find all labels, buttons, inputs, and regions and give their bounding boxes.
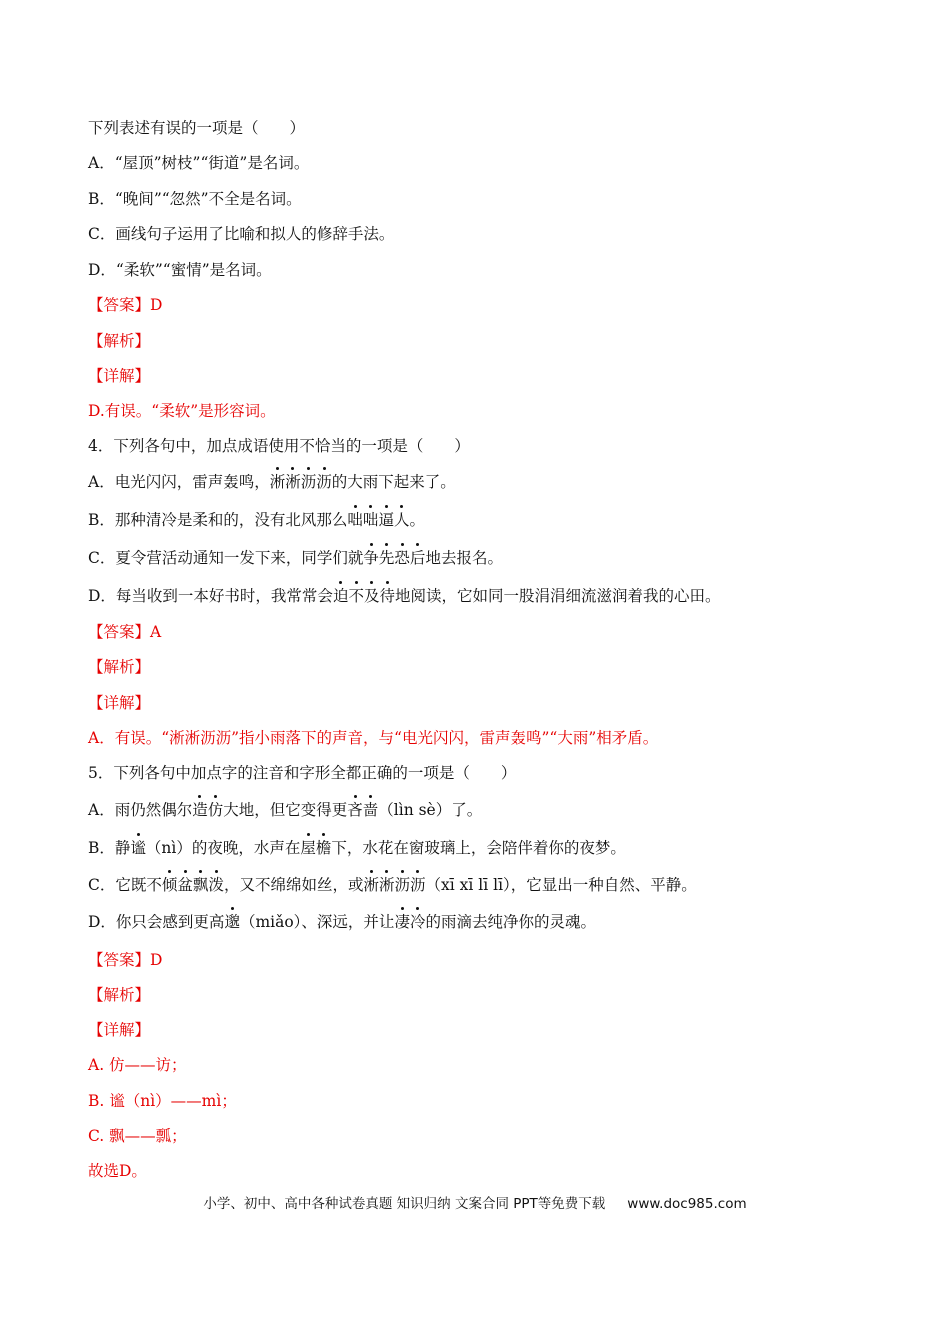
q5-answer: 【答案】D bbox=[88, 951, 163, 969]
q4-option-a-post: 的大雨下起来了。 bbox=[331, 473, 456, 491]
q3-answer: 【答案】D bbox=[88, 296, 163, 314]
q4-option-c-post: 地去报名。 bbox=[425, 549, 503, 567]
q5-option-c-part2: ，又不绵绵如丝，或 bbox=[223, 876, 364, 894]
dotted-char: 淅 bbox=[285, 473, 301, 491]
dotted-char: 邈 bbox=[224, 913, 240, 931]
dotted-char: 冷 bbox=[409, 913, 426, 931]
dotted-char: 屋 bbox=[300, 839, 316, 857]
q5-explanation-a: A. 仿——访； bbox=[88, 1056, 187, 1074]
q4-option-a-pre: A．电光闪闪，雷声轰鸣， bbox=[88, 473, 270, 491]
dotted-char: 飘 bbox=[192, 876, 209, 894]
q4-detail-heading: 【详解】 bbox=[88, 694, 151, 712]
q5-option-c bbox=[88, 875, 697, 895]
dotted-char: 迫 bbox=[332, 587, 349, 605]
q5-detail-heading: 【详解】 bbox=[88, 1021, 151, 1039]
dotted-char: 谧 bbox=[130, 839, 146, 857]
dotted-char: 仿 bbox=[207, 801, 224, 819]
dotted-char: 后 bbox=[409, 549, 426, 567]
dotted-char: 恐 bbox=[394, 549, 410, 567]
dotted-char: 咄 bbox=[347, 511, 363, 529]
q4-option-b bbox=[88, 510, 425, 530]
q3-explanation: D.有误。“柔软”是形容词。 bbox=[88, 402, 276, 420]
q3-option-c: C．画线句子运用了比喻和拟人的修辞手法。 bbox=[88, 225, 395, 243]
q4-option-d-post: 地阅读，它如同一股涓涓细流滋润着我的心田。 bbox=[395, 587, 721, 605]
dotted-char: 淅 bbox=[363, 876, 379, 894]
dotted-char: 待 bbox=[379, 587, 395, 605]
footer-site-link[interactable]: www.doc985.com bbox=[627, 1196, 747, 1212]
q4-option-b-post: 。 bbox=[409, 511, 425, 529]
q5-conclusion: 故选D。 bbox=[88, 1162, 147, 1180]
q5-option-d-part3: 的雨滴去纯净你的灵魂。 bbox=[425, 913, 596, 931]
q4-answer: 【答案】A bbox=[88, 623, 162, 641]
dotted-char: 吝 bbox=[347, 801, 363, 819]
q3-option-b: B．“晚间”“忽然”不全是名词。 bbox=[88, 190, 302, 208]
q3-option-d: D．“柔软”“蜜情”是名词。 bbox=[88, 261, 272, 279]
q4-explanation: A．有误。“淅淅沥沥”指小雨落下的声音，与“电光闪闪，雷声轰鸣”“大雨”相矛盾。 bbox=[88, 729, 659, 747]
q5-option-c-part1: C．它既不 bbox=[88, 876, 162, 894]
dotted-char: 沥 bbox=[300, 473, 317, 491]
dotted-char: 泼 bbox=[208, 876, 224, 894]
dotted-char: 啬 bbox=[362, 801, 379, 819]
q5-option-a-part3: （lìn sè）了。 bbox=[378, 801, 483, 819]
q5-option-d-part1: D．你只会感到更高 bbox=[88, 913, 225, 931]
page-footer bbox=[0, 1192, 950, 1212]
dotted-char: 人 bbox=[393, 511, 410, 529]
q5-option-b-part1: B．静 bbox=[88, 839, 131, 857]
q5-option-d-part2: （miǎo）、深远，并让 bbox=[239, 913, 395, 931]
q5-explanation-c: C. 飘——瓢； bbox=[88, 1127, 187, 1145]
q3-detail-heading: 【详解】 bbox=[88, 367, 151, 385]
dotted-char: 檐 bbox=[315, 839, 332, 857]
dotted-char: 淅 bbox=[378, 876, 395, 894]
dotted-char: 造 bbox=[192, 801, 208, 819]
dotted-char: 争 bbox=[363, 549, 379, 567]
q4-analysis-heading: 【解析】 bbox=[88, 658, 151, 676]
dotted-char: 沥 bbox=[316, 473, 332, 491]
q5-option-b-part3: 下，水花在窗玻璃上，会陪伴着你的夜梦。 bbox=[331, 839, 626, 857]
q4-stem: 4．下列各句中，加点成语使用不恰当的一项是（ ） bbox=[88, 437, 470, 455]
q4-option-c-pre: C．夏令营活动通知一发下来，同学们就 bbox=[88, 549, 364, 567]
q4-option-d-pre: D．每当收到一本好书时，我常常会 bbox=[88, 587, 333, 605]
q5-option-d bbox=[88, 912, 596, 932]
q3-stem: 下列表述有误的一项是（ ） bbox=[88, 119, 306, 137]
q5-option-b bbox=[88, 838, 626, 858]
dotted-char: 淅 bbox=[269, 473, 286, 491]
dotted-char: 凄 bbox=[394, 913, 410, 931]
q5-explanation-b: B. 谧（nì）——mì； bbox=[88, 1092, 237, 1110]
q5-analysis-heading: 【解析】 bbox=[88, 986, 151, 1004]
q5-option-a-part2: 大地，但它变得更 bbox=[223, 801, 348, 819]
q4-option-b-pre: B．那种清冷是柔和的，没有北风那么 bbox=[88, 511, 348, 529]
q5-option-b-part2: （nì）的夜晚，水声在 bbox=[145, 839, 301, 857]
q4-option-a bbox=[88, 472, 456, 492]
dotted-char: 沥 bbox=[410, 876, 426, 894]
footer-text: 小学、初中、高中各种试卷真题 知识归纳 文案合同 PPT等免费下载 bbox=[203, 1196, 606, 1212]
q5-stem: 5．下列各句中加点字的注音和字形全都正确的一项是（ ） bbox=[88, 764, 517, 782]
dotted-char: 先 bbox=[378, 549, 395, 567]
q3-analysis-heading: 【解析】 bbox=[88, 332, 151, 350]
q5-option-a bbox=[88, 800, 482, 820]
dotted-char: 逼 bbox=[378, 511, 394, 529]
q4-option-c bbox=[88, 548, 503, 568]
dotted-char: 沥 bbox=[394, 876, 410, 894]
dotted-char: 倾 bbox=[161, 876, 178, 894]
q5-option-c-part3: （xī xī lī lī），它显出一种自然、平静。 bbox=[425, 876, 697, 894]
dotted-char: 不 bbox=[348, 587, 364, 605]
dotted-char: 及 bbox=[363, 587, 380, 605]
dotted-char: 盆 bbox=[177, 876, 193, 894]
q5-option-a-part1: A．雨仍然偶尔 bbox=[88, 801, 193, 819]
dotted-char: 咄 bbox=[362, 511, 379, 529]
q4-option-d bbox=[88, 586, 721, 606]
q3-option-a: A．“屋顶”树枝”“街道”是名词。 bbox=[88, 154, 310, 172]
